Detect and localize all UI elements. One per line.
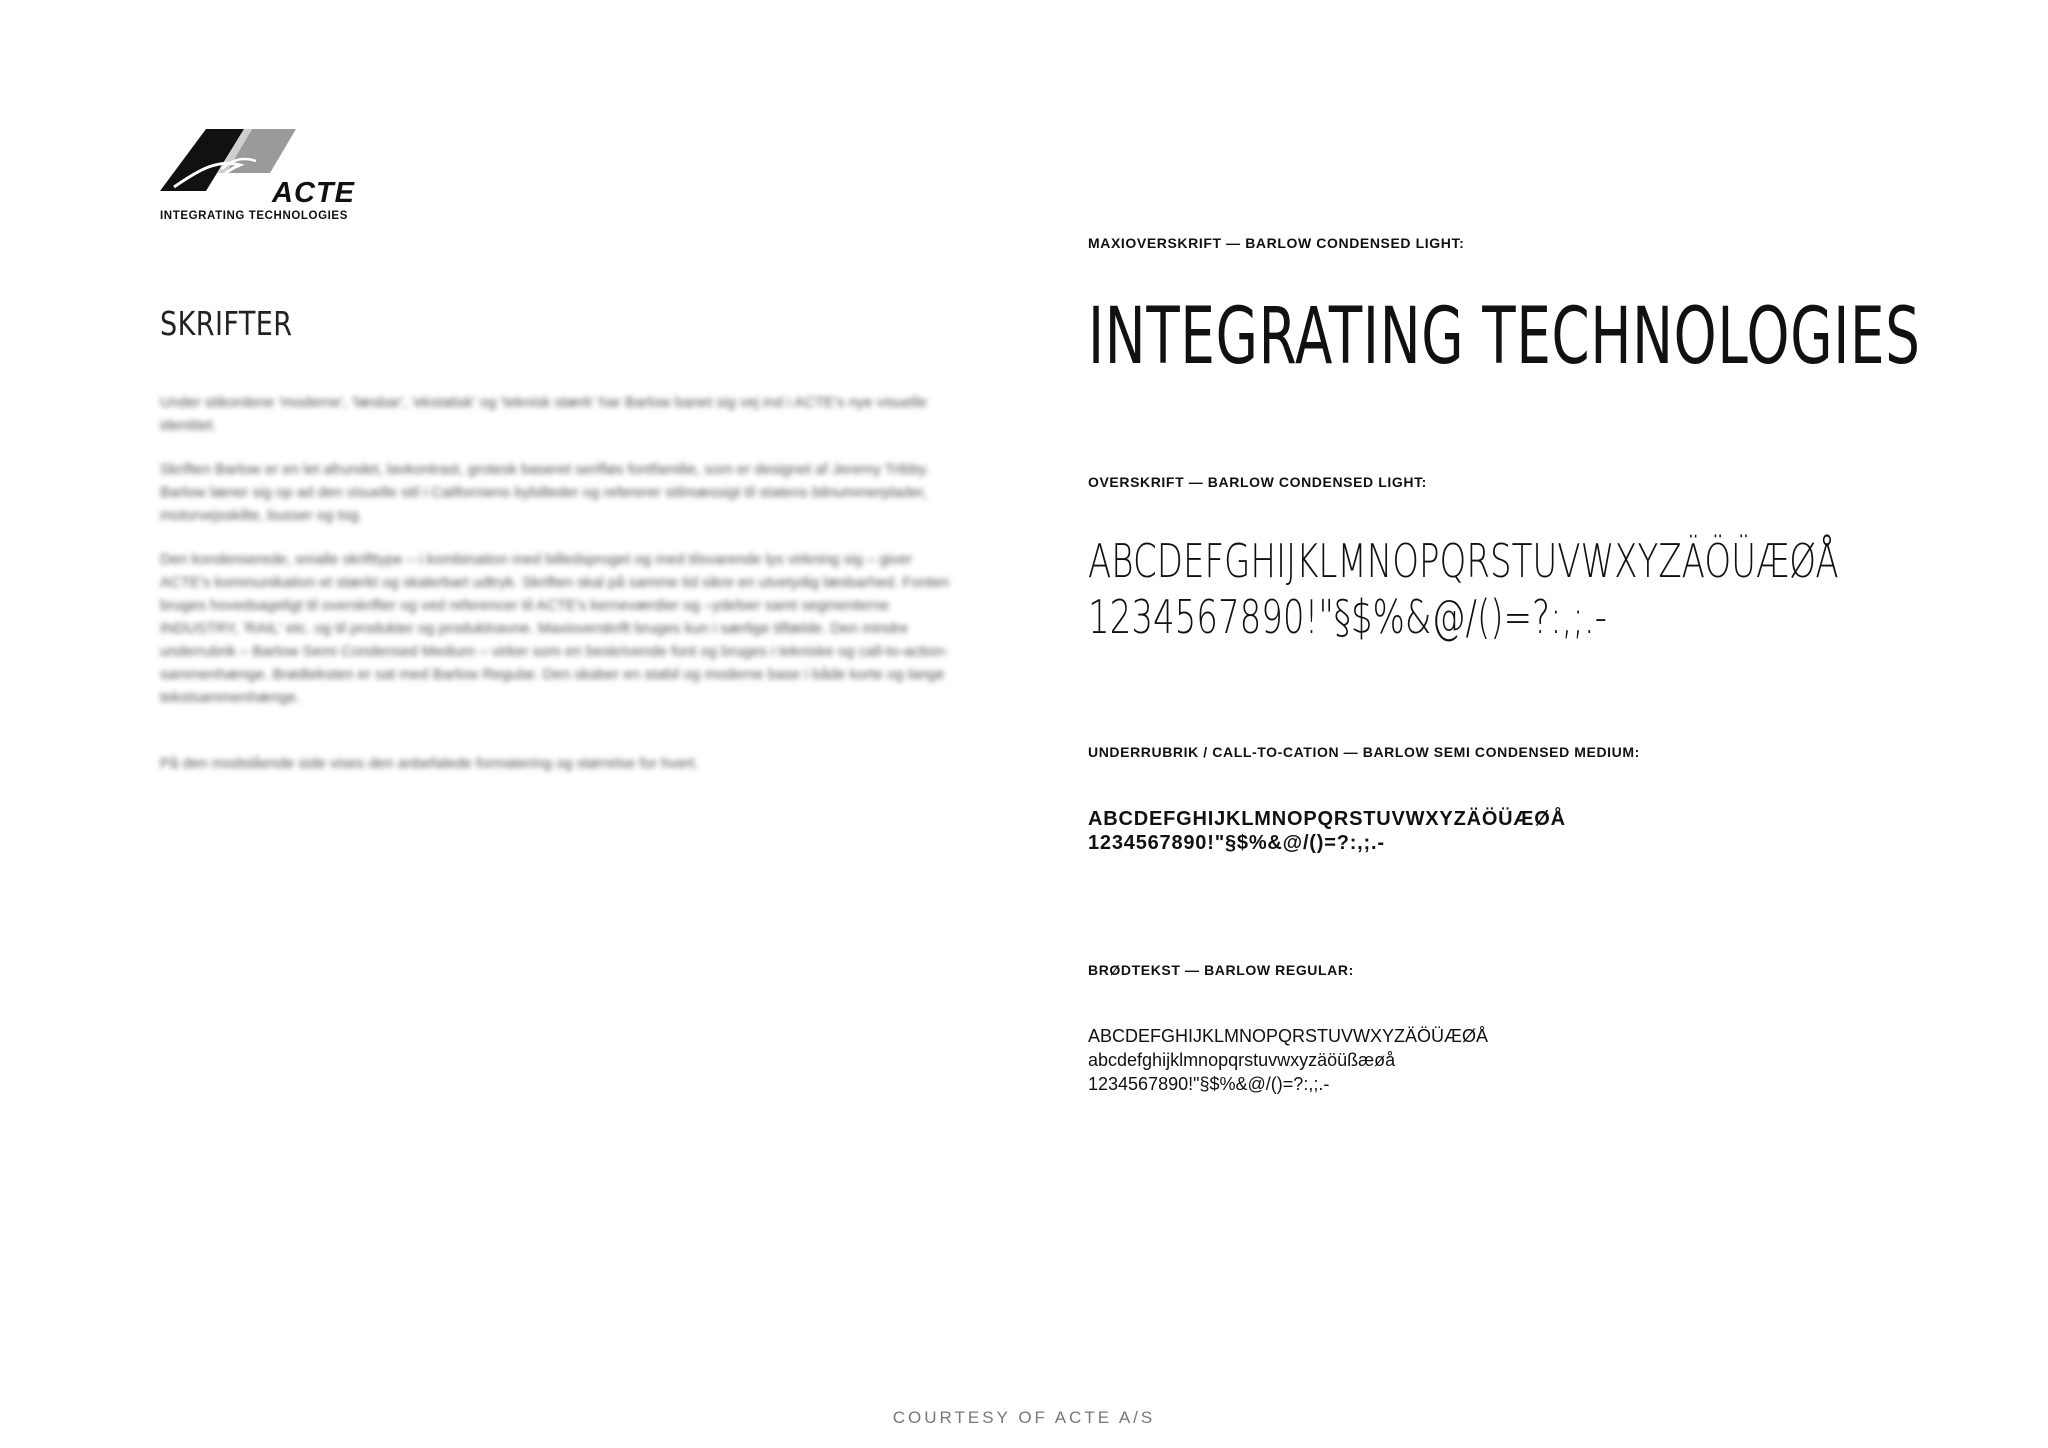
- overskrift-sample-letters: ABCDEFGHIJKLMNOPQRSTUVWXYZÄÖÜÆØÅ: [1088, 534, 1839, 588]
- brodtekst-sample-numbers: 1234567890!"§$%&@/()=?:,;.-: [1088, 1074, 1330, 1094]
- body-paragraph-4: På den modstående side vises den anbefalede formatering og størrelse for hvert.: [160, 755, 699, 772]
- logo-wordmark: ACTE: [272, 177, 355, 209]
- underrubrik-label: UNDERRUBRIK / CALL-TO-CATION — BARLOW SEMI CONDENSED MEDIUM:: [1088, 744, 1640, 760]
- overskrift-label: OVERSKRIFT — BARLOW CONDENSED LIGHT:: [1088, 474, 1427, 490]
- logo-tagline: INTEGRATING TECHNOLOGIES: [160, 210, 348, 222]
- maxi-sample: INTEGRATING TECHNOLOGIES: [1088, 292, 1921, 382]
- brodtekst-sample-upper: ABCDEFGHIJKLMNOPQRSTUVWXYZÄÖÜÆØÅ: [1088, 1026, 1489, 1046]
- body-paragraph-3: Den kondenserede, smalle skrifttype – i kombination med billedsproget og med tilsvarende lys virkning sig – giver ACTE's kommunikation et stærkt og skalerbart udtryk. Skriften skal på samme tid sikre en utvetydig læsbarhed. Fonten bruges hovedsageligt til overskrifter og ved referencer til ACTE's kerneværdier og –ydelser samt segmenterne INDUSTRY, 'RAIL' etc. og til produkter og produktnavne. Maxioverskrift bruges kun i særlige tilfælde. Den mindre underrubrik – Barlow Semi Condensed Medium – virker som en beskrivende font og bruges i tekniske og call-to-action-sammenhænge. Brødteksten er sat med Barlow Regular. Den skaber en stabil og moderne base i både korte og lange tekstsammenhænge.: [160, 551, 950, 706]
- underrubrik-sample-numbers: 1234567890!"§$%&@/()=?:,;.-: [1088, 832, 1385, 854]
- brodtekst-sample-lower: abcdefghijklmnopqrstuvwxyzäöüßæøå: [1088, 1050, 1396, 1070]
- acte-logo: [160, 129, 355, 224]
- section-heading: SKRIFTER: [160, 304, 293, 343]
- body-paragraph-1: Under stikordene 'moderne', 'læsbar', 'ekstatisk' og 'teknisk stærk' har Barlow banet sig vej ind i ACTE's nye visuelle identitet.: [160, 394, 927, 434]
- brodtekst-label: BRØDTEKST — BARLOW REGULAR:: [1088, 962, 1354, 978]
- body-paragraph-2: Skriften Barlow er en let afrundet, lavkontrast, grotesk baseret serifløs fontfamilie, som er designet af Jeremy Tribby. Barlow læner sig op ad den visuelle stil i Californiens bybilleder og refererer stilmæssigt til statens bilnummerplader, motorvejsskilte, busser og tog.: [160, 461, 930, 524]
- underrubrik-sample-letters: ABCDEFGHIJKLMNOPQRSTUVWXYZÄÖÜÆØÅ: [1088, 808, 1566, 830]
- footer-credit: COURTESY OF ACTE A/S: [892, 1408, 1156, 1427]
- maxi-label: MAXIOVERSKRIFT — BARLOW CONDENSED LIGHT:: [1088, 235, 1465, 251]
- overskrift-sample-numbers: 1234567890!"§$%&@/()=?:,;.-: [1088, 590, 1607, 644]
